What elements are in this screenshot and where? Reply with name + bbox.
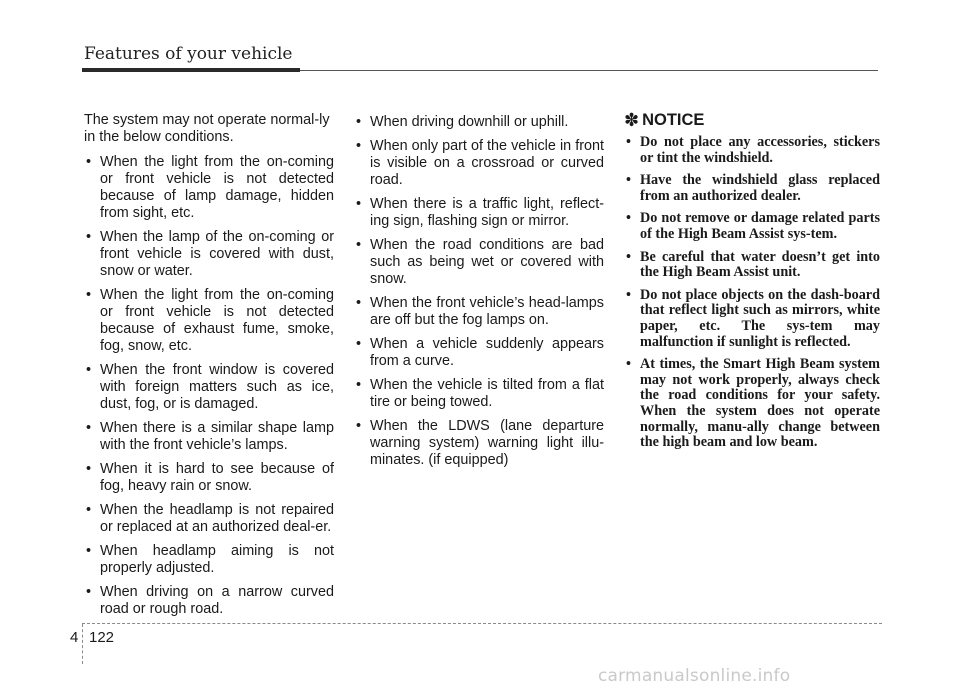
header-rule-dark	[82, 68, 300, 72]
list-item: • When the front vehicle’s head-lamps are off but the fog lamps on.	[356, 295, 604, 328]
list-item: • When the road conditions are bad such as being wet or covered with snow.	[356, 237, 604, 287]
list-item: • When the vehicle is tilted from a flat tire or being towed.	[356, 377, 604, 410]
notice-heading	[624, 112, 880, 129]
list-item: • When the headlamp is not repaired or replaced at an authorized deal-er.	[86, 502, 334, 535]
list-item: • When driving on a narrow curved road or rough road.	[86, 584, 334, 617]
chapter-number: 4	[70, 629, 79, 646]
notice-item: • Have the windshield glass replaced from an authorized dealer.	[626, 172, 880, 204]
notice-list	[624, 135, 880, 451]
list-item: • When driving downhill or uphill.	[356, 114, 569, 130]
list-item: • When the lamp of the on-coming or front vehicle is covered with dust, snow or water.	[86, 229, 334, 279]
watermark: carmanualsonline.info	[598, 666, 791, 686]
footer-divider	[82, 623, 882, 624]
notice-item: • At times, the Smart High Beam system may not work properly, always check the road conditions for your safety. When the system does not operate normally, manu-ally change between the high beam and low beam.	[626, 356, 880, 451]
list-item: • When there is a similar shape lamp with the front vehicle’s lamps.	[86, 420, 334, 453]
notice-title: NOTICE	[642, 111, 705, 129]
condition-list-middle	[354, 114, 604, 469]
notice-item: • Be careful that water doesn’t get into the High Beam Assist unit.	[626, 248, 880, 281]
notice-item: • Do not place any accessories, stickers or tint the windshield.	[626, 134, 880, 166]
list-item: • When the light from the on-coming or front vehicle is not detected because of lamp damage, hidden from sight, etc.	[86, 154, 334, 221]
notice-box	[624, 112, 880, 458]
list-item: • When the light from the on-coming or front vehicle is not detected because of exhaust fume, smoke, fog, snow, etc.	[86, 287, 334, 354]
column-left	[84, 112, 334, 625]
list-item: • When it is hard to see because of fog, heavy rain or snow.	[86, 461, 334, 494]
list-item: • When only part of the vehicle in front is visible on a crossroad or curved road.	[356, 138, 604, 188]
column-middle	[354, 114, 604, 476]
list-item: • When there is a traffic light, reflect-ing sign, flashing sign or mirror.	[356, 196, 604, 229]
condition-list-left	[84, 154, 334, 618]
page-header-title: Features of your vehicle	[84, 44, 293, 64]
notice-item: • Do not place objects on the dash-board that reflect light such as mirrors, white paper, etc. The sys-tem may malfunction if sunlight is reflected.	[626, 286, 880, 350]
list-item: • When the front window is covered with foreign matters such as ice, dust, fog, or is damaged.	[86, 362, 334, 412]
intro-text: The system may not operate normal-ly in the below conditions.	[84, 112, 330, 145]
footer-page-divider	[82, 624, 83, 664]
notice-star-icon: ✽	[624, 110, 640, 130]
header-rule-thin	[300, 70, 878, 71]
page-number: 122	[89, 629, 115, 646]
list-item: • When a vehicle suddenly appears from a curve.	[356, 336, 604, 369]
notice-item: • Do not remove or damage related parts of the High Beam Assist sys-tem.	[626, 210, 880, 242]
list-item: • When headlamp aiming is not properly adjusted.	[86, 543, 334, 576]
list-item: • When the LDWS (lane departure warning system) warning light illu-minates. (if equipped)	[356, 418, 604, 468]
